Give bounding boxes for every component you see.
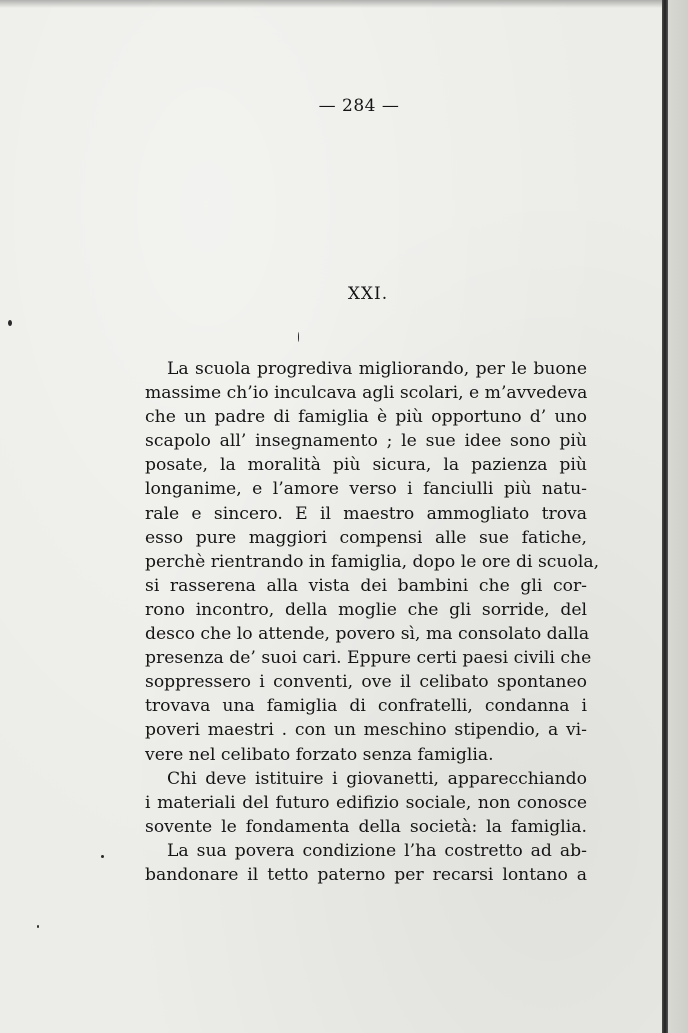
text-line: massime ch’io inculcava agli scolari, e m’avvedeva [145,383,588,404]
text-line: sovente le fondamenta della società: la famiglia. [145,816,587,837]
text-line: La sua povera condizione l’ha costretto ad ab- [167,840,587,861]
text-line: i materiali del futuro edifizio sociale, non conosce [145,792,587,813]
text-line: poveri maestri . con un meschino stipendio, a vi- [145,720,587,741]
text-line: esso pure maggiori compensi alle sue fatiche, [145,527,587,548]
text-line: bandonare il tetto paterno per recarsi lontano a [145,864,587,885]
scan-top-shadow [0,0,662,8]
chapter-title: XXI. [347,284,389,304]
text-line: longanime, e l’amore verso i fanciulli più natu- [145,479,587,500]
text-line: perchè rientrando in famiglia, dopo le ore di scuola, [145,551,600,572]
text-line: vere nel celibato forzato senza famiglia. [145,744,494,765]
text-line: La scuola progrediva migliorando, per le buone [167,359,587,379]
text-line: si rasserena alla vista dei bambini che gli cor- [145,575,587,596]
text-line: scapolo all’ insegnamento ; le sue idee sono più [145,431,587,452]
text-line: posate, la moralità più sicura, la pazienza più [145,455,587,476]
text-line: rale e sincero. E il maestro ammogliato trova [145,503,587,524]
page-edge-margin [668,0,688,1033]
body-text [145,357,600,887]
text-line: trovava una famiglia di confratelli, condanna i [145,696,587,717]
text-line: presenza de’ suoi cari. Eppure certi paesi civili che [145,648,592,669]
scan-speck [101,855,104,858]
text-line: che un padre di famiglia è più opportuno d’ uno [145,407,587,428]
text-line: soppressero i conventi, ove il celibato spontaneo [145,672,587,693]
scan-speck [37,925,39,928]
text-line: Chi deve istituire i giovanetti, apparecchiando [167,768,587,789]
scan-speck [8,320,12,326]
text-line: rono incontro, della moglie che gli sorride, del [145,599,587,620]
text-line: desco che lo attende, povero sì, ma consolato dalla [145,624,590,645]
scan-speck [298,332,299,342]
page-number: — 284 — [318,96,400,116]
